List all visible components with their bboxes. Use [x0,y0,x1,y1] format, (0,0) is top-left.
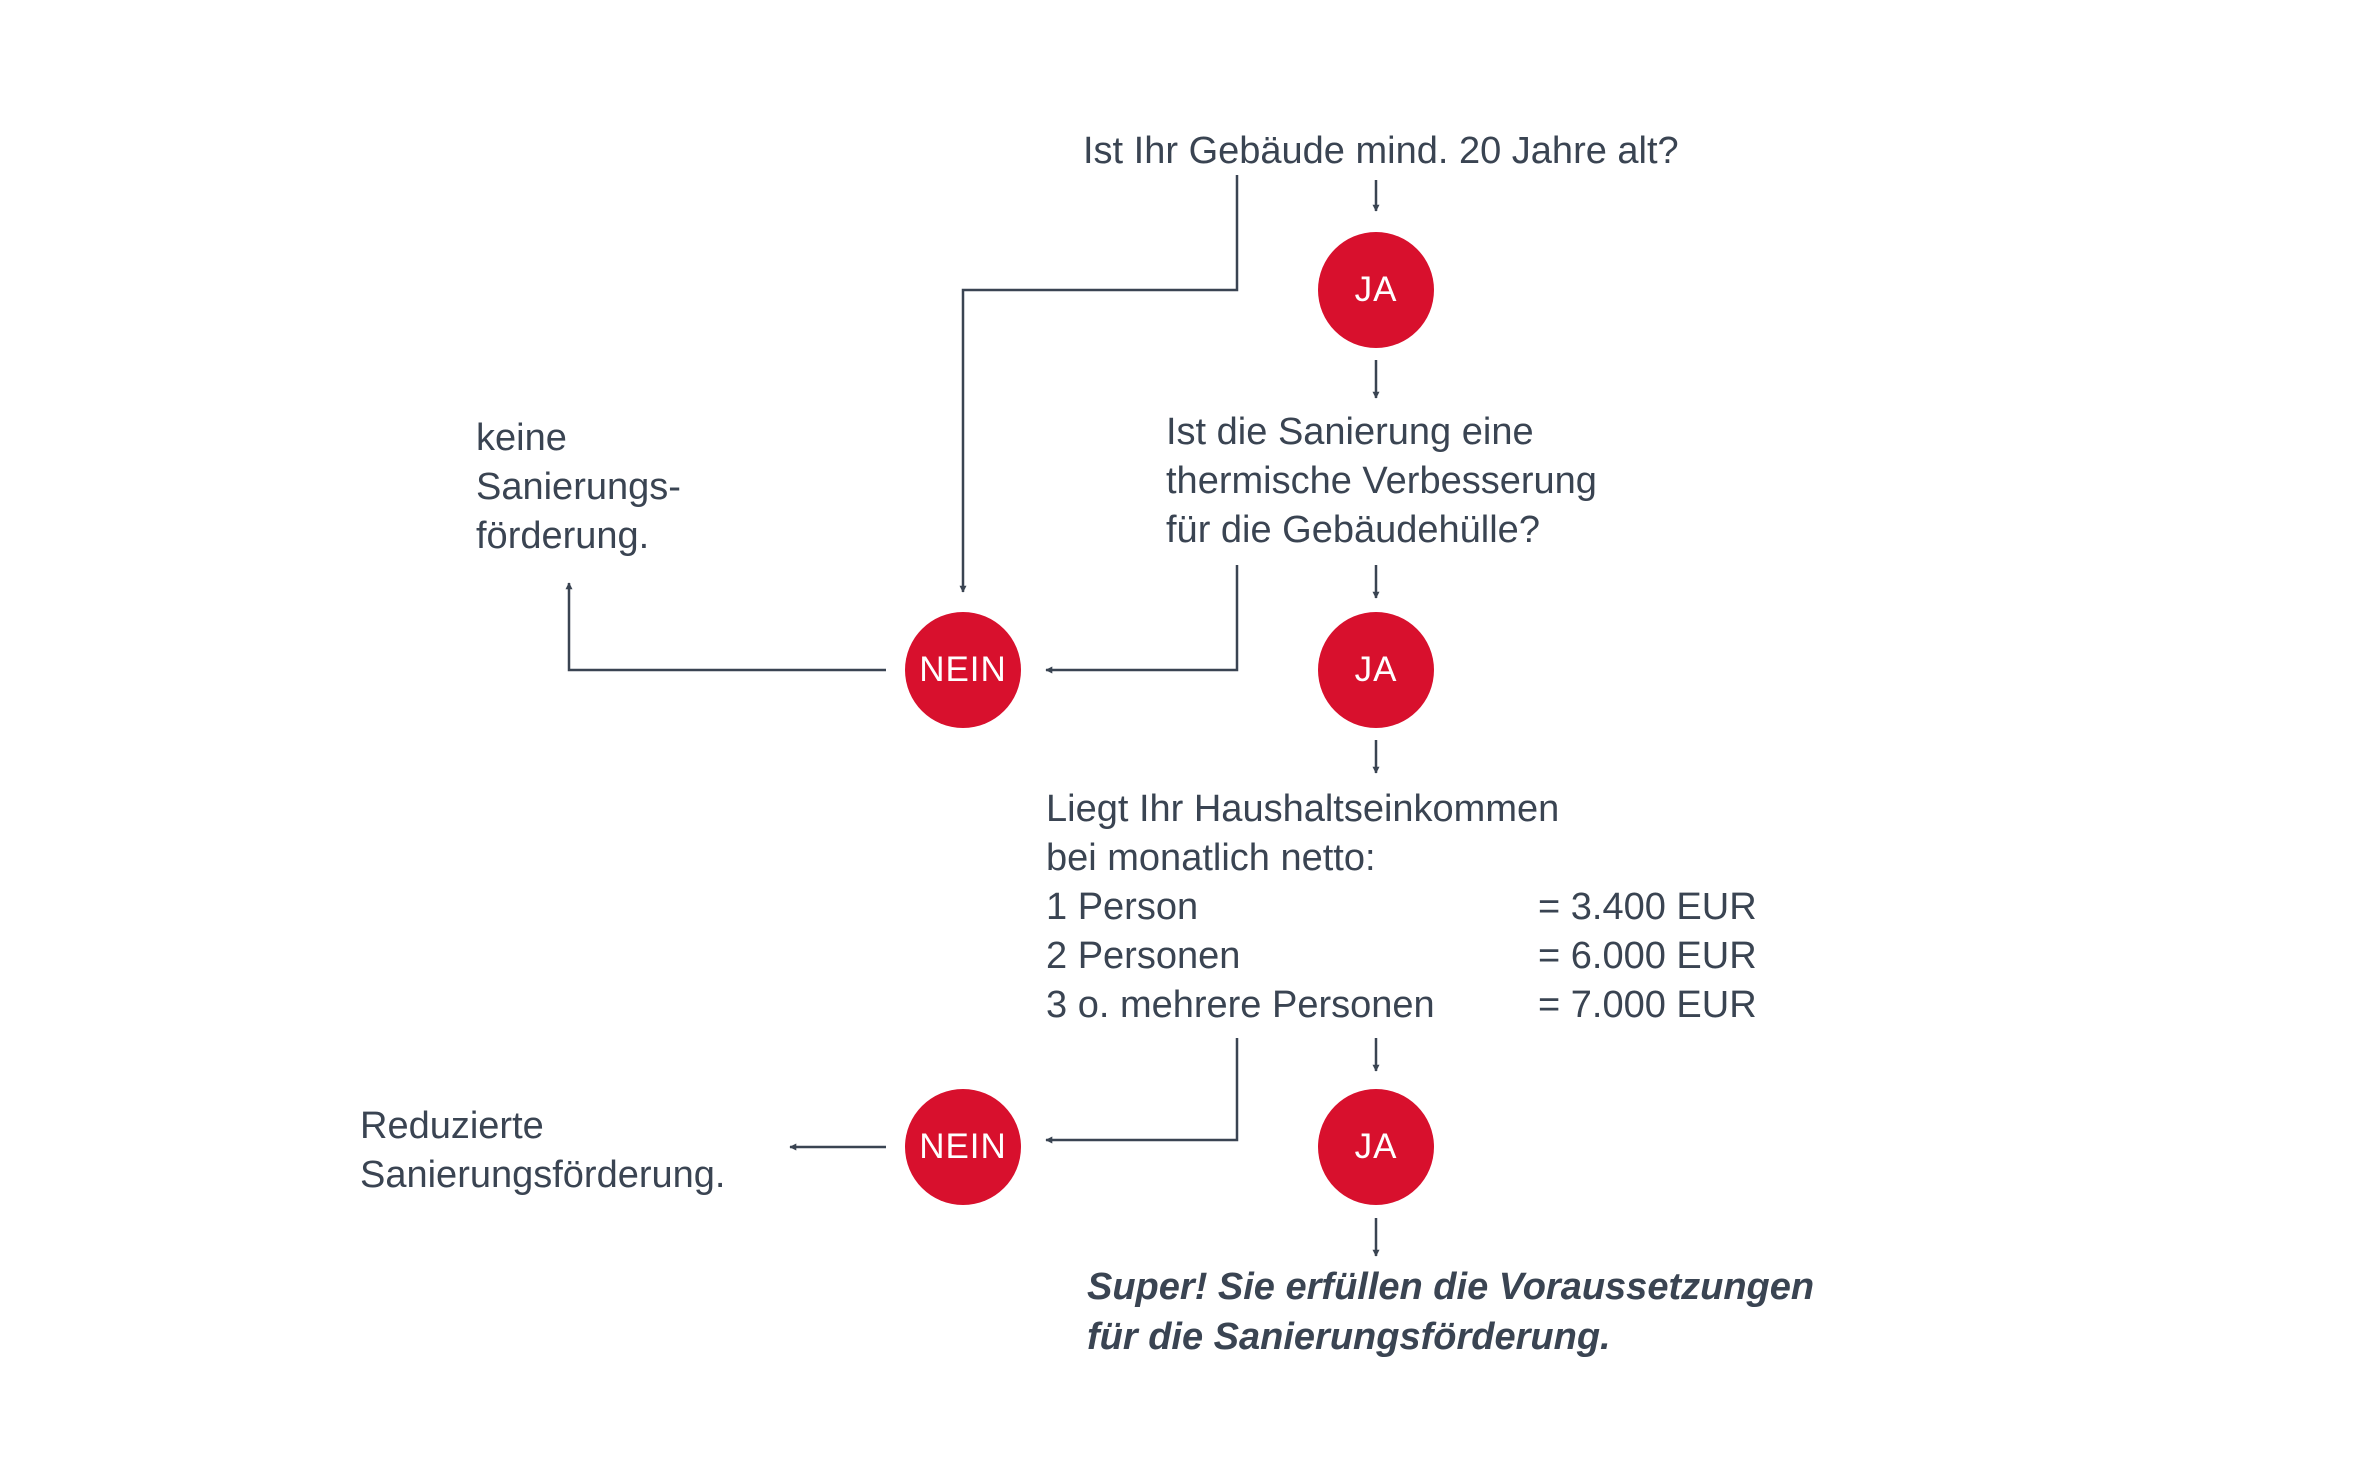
outcome-reduced-funding [360,1102,725,1200]
question-line: Ist die Sanierung eine [1166,411,1534,453]
income-row-label: 2 Personen [1046,935,1241,977]
question-thermal-improvement [1166,408,1597,555]
answer-nein-circle: NEIN [905,612,1021,728]
question-line: Liegt Ihr Haushaltseinkommen [1046,788,1560,830]
income-row-value: = 7.000 EUR [1538,984,1757,1026]
question-building-age: Ist Ihr Gebäude mind. 20 Jahre alt? [1083,130,1679,172]
answer-ja-circle: JA [1318,612,1434,728]
income-row [1046,981,1757,1030]
income-row-value: = 3.400 EUR [1538,886,1757,928]
outcome-line: Reduzierte [360,1105,544,1147]
success-line: Super! Sie erfüllen die Voraussetzungen [1087,1266,1815,1308]
outcome-line: keine [476,417,567,459]
outcome-line: Sanierungs- [476,466,681,508]
question-line: für die Gebäudehülle? [1166,509,1540,551]
question-household-income [1046,785,1757,1030]
outcome-success [1087,1262,1814,1362]
answer-nein-circle: NEIN [905,1089,1021,1205]
question-line: thermische Verbesserung [1166,460,1597,502]
arrow-q2-to-nein1 [1046,565,1237,670]
arrow-q3-to-nein2 [1046,1038,1237,1140]
income-row-value: = 6.000 EUR [1538,935,1757,977]
income-row-label: 3 o. mehrere Personen [1046,984,1435,1026]
answer-ja-circle: JA [1318,1089,1434,1205]
income-row-label: 1 Person [1046,886,1199,928]
arrow-nein1-to-no-funding [569,583,886,670]
income-row [1046,883,1757,932]
outcome-no-funding [476,414,681,561]
question-line: bei monatlich netto: [1046,837,1376,879]
income-row [1046,932,1757,981]
outcome-line: förderung. [476,515,650,557]
outcome-line: Sanierungsförderung. [360,1154,726,1196]
answer-ja-circle: JA [1318,232,1434,348]
success-line: für die Sanierungsförderung. [1087,1316,1611,1358]
